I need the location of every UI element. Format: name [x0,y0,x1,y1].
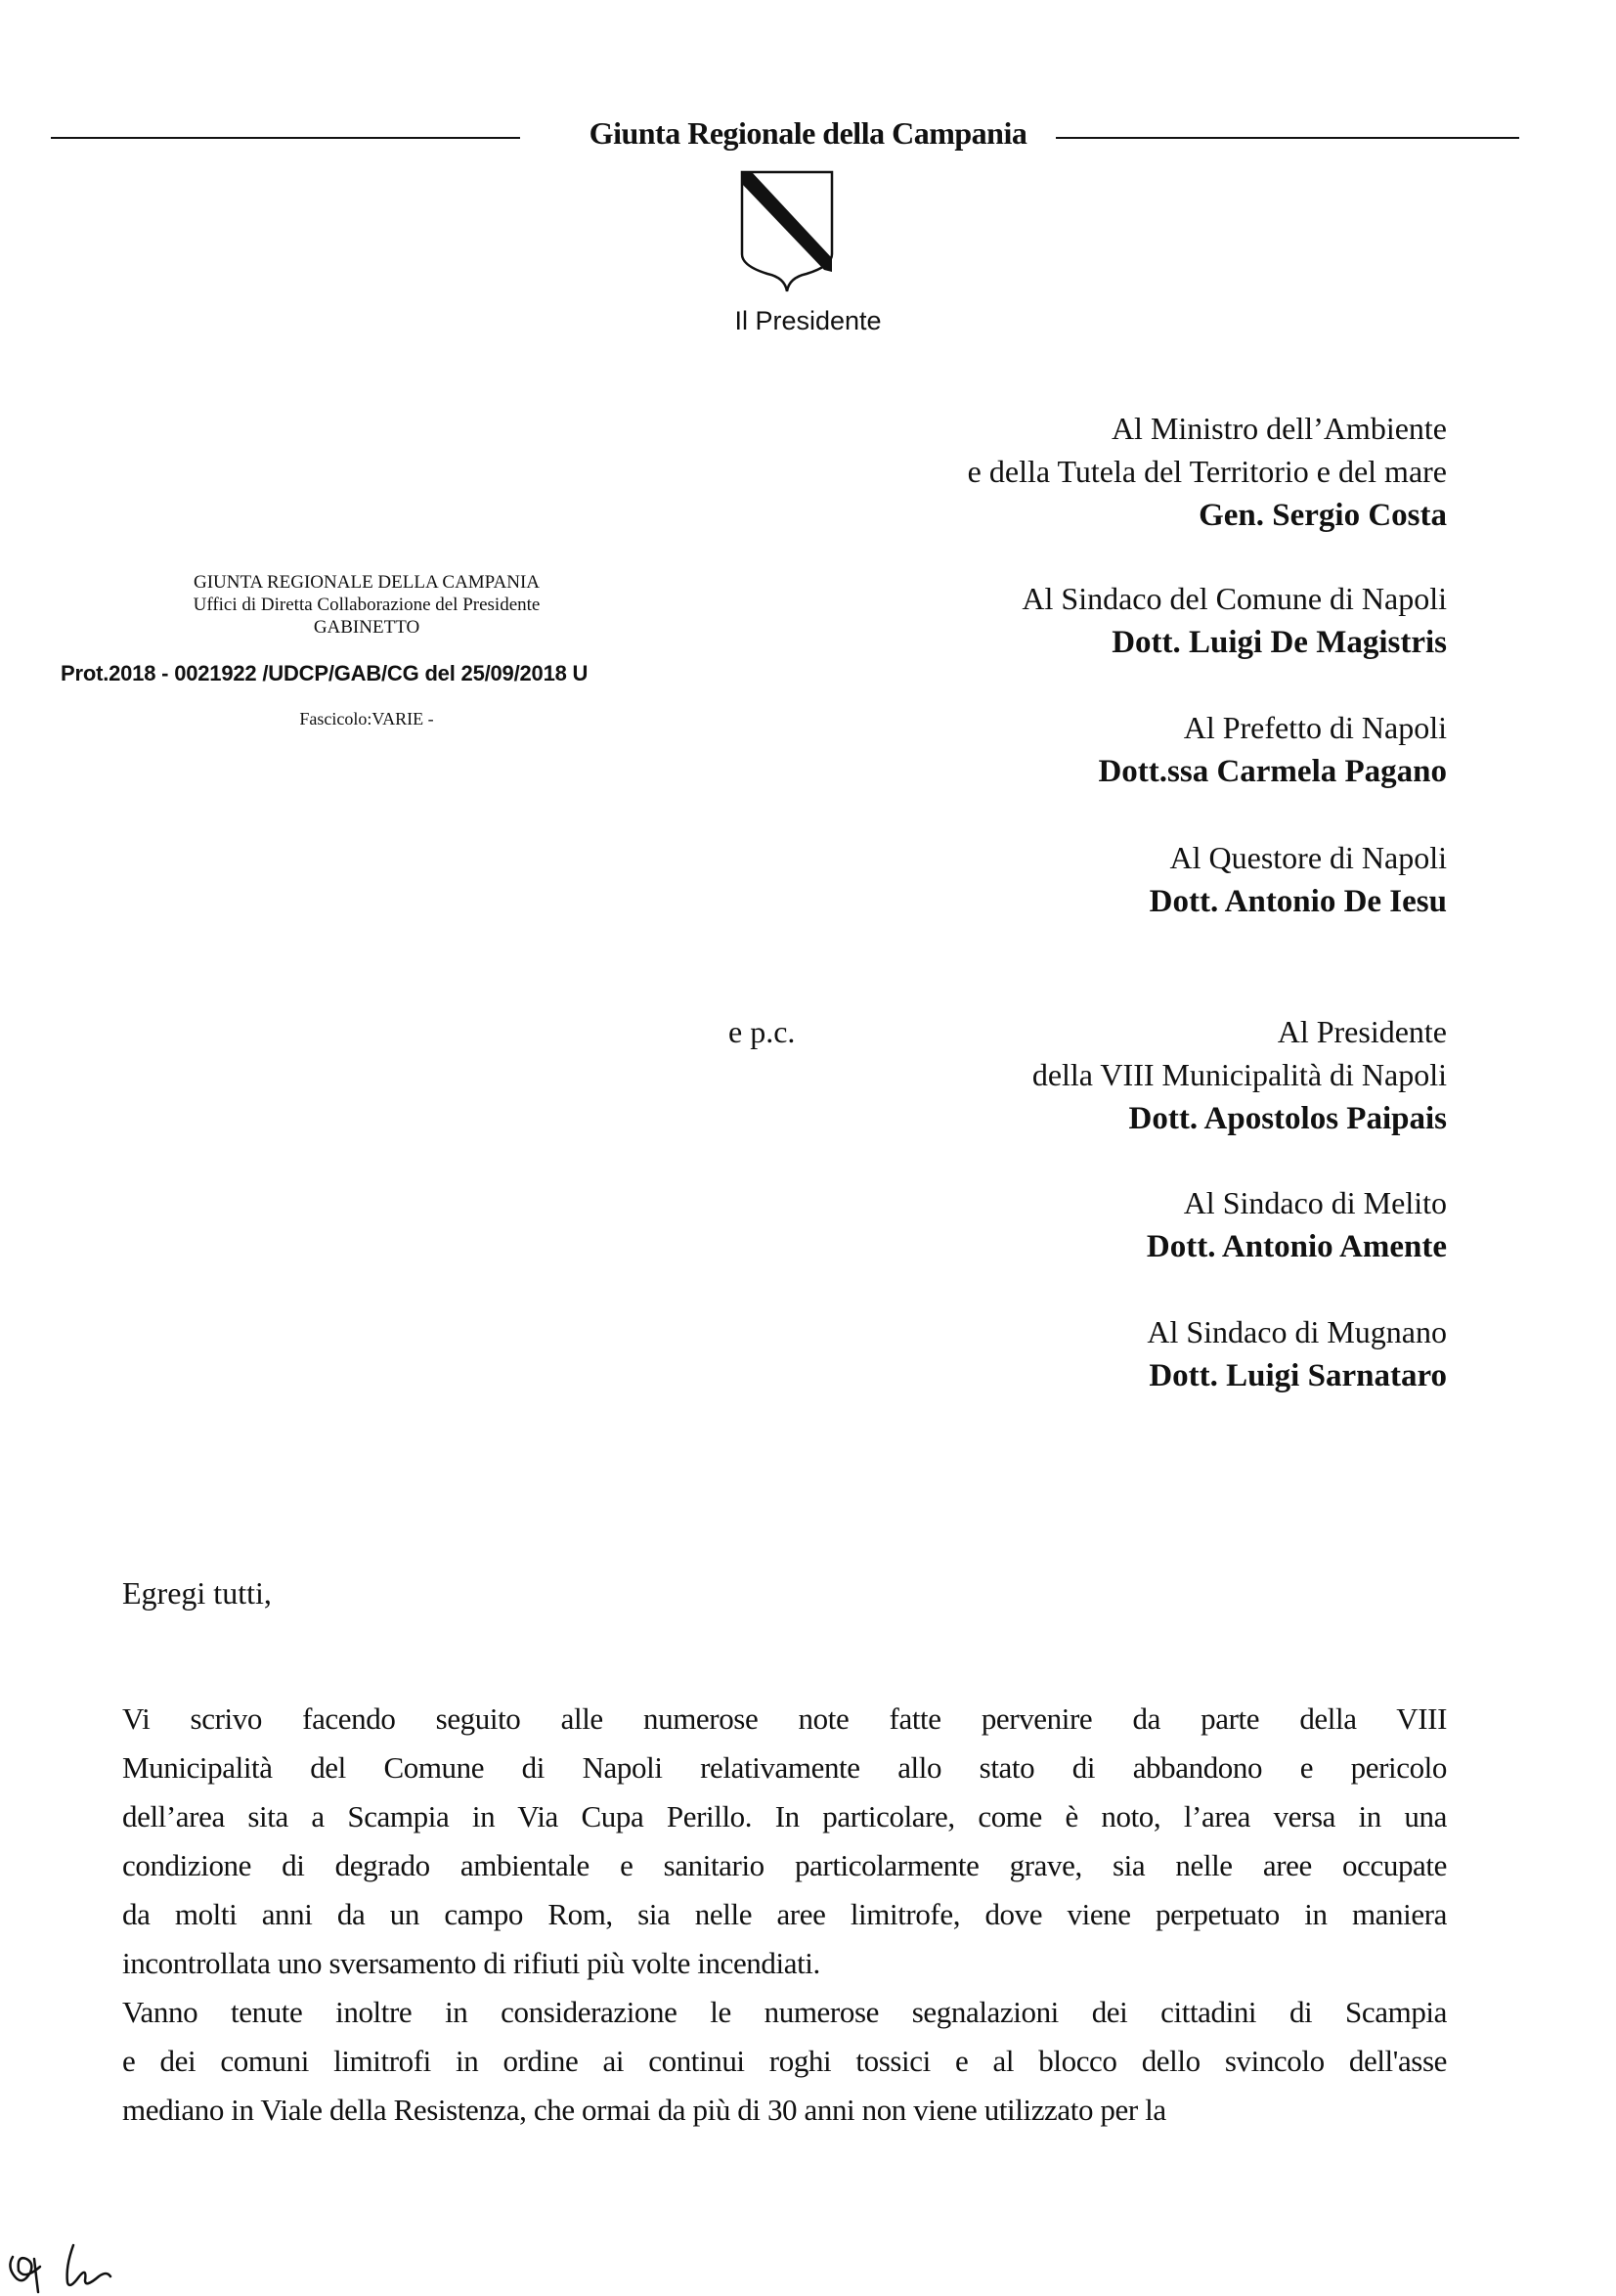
recipient-line: Al Ministro dell’Ambiente [1111,411,1447,446]
recipient-line: Al Sindaco di Mugnano [1147,1314,1447,1349]
campania-shield-emblem-icon [738,168,836,295]
body-line: Vi scrivo facendo seguito alle numerose note fatte pervenire da parte della VIII [122,1701,1447,1736]
recipient-block [1022,577,1447,664]
letterhead-header [0,115,1616,155]
body-line: Vanno tenute inoltre in considerazione le numerose segnalazioni dei cittadini di Scampia [122,1995,1447,2029]
body-line: mediano in Viale della Resistenza, che ormai da più di 30 anni non viene utilizzato per la [122,2093,1166,2127]
recipient-line: Al Sindaco di Melito [1183,1185,1447,1220]
recipient-name: Dott. Luigi Sarnataro [1149,1358,1447,1393]
recipient-line: Al Questore di Napoli [1169,840,1447,875]
recipient-name: Dott. Antonio De Iesu [1149,884,1447,919]
recipient-line: Al Sindaco del Comune di Napoli [1022,581,1447,616]
body-line: e dei comuni limitrofi in ordine ai continui roghi tossici e al blocco dello svincolo dell'asse [122,2044,1447,2078]
recipient-name: Dott. Antonio Amente [1146,1229,1447,1264]
recipient-name: Gen. Sergio Costa [1199,498,1447,533]
body-line: da molti anni da un campo Rom, sia nelle aree limitrofe, dove viene perpetuato in maniera [122,1897,1447,1931]
letterhead-title: Giunta Regionale della Campania [589,115,1027,151]
cc-recipient-block [1032,1010,1447,1140]
salutation: Egregi tutti, [122,1575,272,1611]
recipient-line: della VIII Municipalità di Napoli [1031,1057,1447,1092]
handwritten-initials-icon [5,2237,122,2296]
recipient-name: Dott. Luigi De Magistris [1112,625,1447,660]
cc-recipient-block [1147,1310,1447,1397]
header-rule-right [1056,137,1519,139]
office-label: Il Presidente [734,306,882,335]
recipient-block [1098,706,1447,793]
body-line: condizione di degrado ambientale e sanitario particolarmente grave, sia nelle aree occupate [122,1848,1447,1882]
stamp-line-3: GABINETTO [313,617,420,638]
body-line: dell’area sita a Scampia in Via Cupa Perillo. In particolare, come è noto, l’area versa in una [122,1799,1447,1833]
recipient-name: Dott.ssa Carmela Pagano [1098,754,1447,789]
cc-recipient-block [1147,1181,1447,1268]
recipient-line: Al Presidente [1277,1014,1447,1049]
body-line: incontrollata uno sversamento di rifiuti più volte incendiati. [122,1946,820,1980]
fascicolo-label: Fascicolo:VARIE - [299,709,434,729]
recipient-line: Al Prefetto di Napoli [1183,710,1447,745]
stamp-line-2: Uffici di Diretta Collaborazione del Presidente [193,595,541,615]
recipient-line: e della Tutela del Territorio e del mare [967,454,1447,489]
stamp-line-1: GIUNTA REGIONALE DELLA CAMPANIA [193,572,540,593]
body-line: Municipalità del Comune di Napoli relativamente allo stato di abbandono e pericolo [122,1750,1447,1785]
recipient-name: Dott. Apostolos Paipais [1128,1101,1447,1136]
recipient-block [1150,836,1447,923]
cc-label: e p.c. [728,1014,796,1049]
protocol-number: Prot.2018 - 0021922 /UDCP/GAB/CG del 25/09/2018 U [61,661,589,685]
recipient-block [968,407,1447,537]
